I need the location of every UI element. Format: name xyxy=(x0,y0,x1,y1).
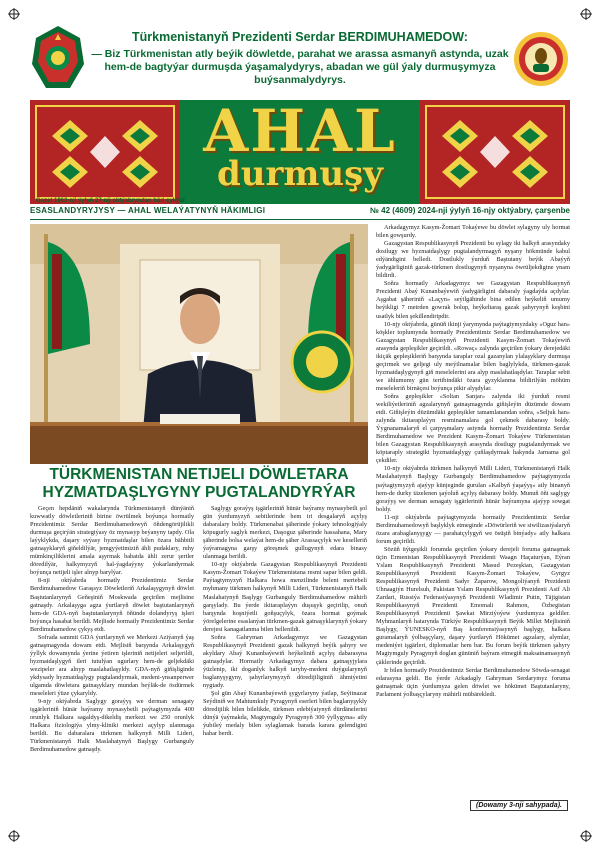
article-paragraph: Geçen hepdäniň wakalarynda Türkmenistanyň dünýäniň kuwwatly döwletleriniň birine öwrülmek boýunça hormatly Prezidentimiz Serdar Berdimuhamedowyň öňdengörüjilikli durmuşa geçirýän strategiýasy öz mynasyp beýanyny tapdy. Ola laýyklykda, daşary syýasy hyzmatdaşlar bilen özara bähbitli gatnaşyklaryň giňeldilýär, jemgyýetimiziň ähli pudaklary, ruhy mümkinçiliklerini amala aşyrmak babatda ähli zerur şertler döredilýär, halkymyzyň hal-ýagdaýyny ýokarlandyrmak boýunça netijeli işler alnyp barylýar. xyxy=(30,505,194,577)
article-paragraph: 10-njy oktýabrda, günüň ikinji ýarymynda paýtagtymyzdaky «Oguz han» köşkler toplumynda hormatly Prezidentimiz Serdar Berdimuhamedow we Gazagystan Respublikasynyň Prezidenti Kasym-Žomart Tokaýewiň arasynda gepleşikler geçirildi. «Rowaç» zalynda geçirilen ýokary derejedäki ikiçäk gepleşikleriň barşynda taraplar ozal gazanylan ylalaşyklary durmuşa geçirmek we geljegi uly meýilnamalar bilen baglylykda, türkmen-gazak hyzmatdaşlygynyň giň meselelerini ara alyp maslahatlaşdylar. Taraplar sebit we ählumumy gün tertibindäki özara gyzyklanma bildirilýän möhüm meseleleriň birnäçesi boýunça pikir alyşdylar. xyxy=(376,320,570,392)
article-paragraph: 9-njy oktýabrda Saglygy goraýyş we derman senagaty işgärleriniň hünär baýramy mynasybetli paýtagtymyzda 400 orunlyk Halkara sagaldyş-dikeldiş merkezi we 250 orunlyk Halkara fiziologiýa ylmy-kliniki merkezi açylyp ulanmaga berildi. Bu dabaralara türkmen halkynyň Milli Lideri, Türkmenistanyň Halk Maslahatynyň Başlygy Gurbanguly Berdimuhamedow gatnaşdy. xyxy=(30,698,194,754)
quote-text: — Biz Türkmenistan atly beýik döwletde, parahat we arassa asmanyň astynda, uzak hem-de bagtyýar durmuşda ýaşamalydyrys, abadan we gül ýaly durmuşymyza buýsanmalydyrys. xyxy=(91,48,509,86)
registration-mark-icon xyxy=(8,8,20,20)
registration-mark-icon xyxy=(580,8,592,20)
magtymguly-emblem-icon xyxy=(512,24,570,94)
masthead-subtitle: durmuşy xyxy=(217,154,383,194)
article-paragraph: Saglygy goraýyş işgärleriniň hünär baýramy mynasybetli şol gün ýurdumyzyň sebitlerinde hem iri desgalaryň açylyş dabaralary boldy. Türkmenabat şäherinde ýokary tehnologiýaly köpugurly saglyk merkezi, Daşoguz şäherinde hassahana, Mary şäherinde bolsa welaýat hem-de şäher Arassaçylyk we keselleriň ýaýramagyna garşy göreşmek gullugynyň edara binasy ulanmaga berildi. xyxy=(203,505,367,561)
presidential-quote-banner xyxy=(30,24,570,100)
article-paragraph: 10-njy oktýabrda türkmen halkynyň Milli Lideri, Türkmenistanyň Halk Maslahatynyň Başlygy Gurbanguly Berdimuhamedow paýtagtymyzda paýtagtymyzyň ajaýyp künjeginde gurulan «Kalbyň ýaşaýyş» atly binanyň hem-de durky täzelenen şaýoluň açylyş dabarasy boldy. Munuň öňi saglygy goraýyş we derman senagaty işgärleriniň hünär baýramyna ajaýyp sowgat boldy. xyxy=(376,465,570,513)
article-column-1 xyxy=(30,505,194,815)
carpet-ornament-icon xyxy=(420,100,570,204)
article-paragraph: Şol gün Abaý Kunanbaýewiň şygyrlaryny ýatlap, Seýitnazar Seýdiniň we Mahtumkuly Pyragynyň eserleri bilen baglanyşykly döredijilik bilen bilelikde, türkmen edebiýatynyň dürdänelerini dünýä ýaýmakda, Magtymguly Pyragynyň 300 ýyllygyna» atly ýubileý medaly bilen sylaglamak barada karara gelendigini habar berdi. xyxy=(203,690,367,738)
registration-mark-icon xyxy=(580,830,592,842)
article-paragraph: Ir bilen hormatly Prezidentimiz Serdar Berdimuhamedow Söwda-senagat edarasyna geldi. Bu ýerde Arkadagly Gahryman Serdarymyz foruma gatnaşmak üçin ýurdumyza gelen döwlet we hökümet Baştutanlaryny, Parlament ýolbaşçylaryny mähirli mübärekledi. xyxy=(376,666,570,698)
president-photo xyxy=(30,224,368,464)
carpet-ornament-icon xyxy=(30,100,180,204)
headline-line-2: HYZMATDAŞLYGYNY PUGTALANDYRÝAR xyxy=(42,484,356,501)
article-paragraph: Soňra gepleşikler «Soltan Sanjar» zalynda iki ýurduň resmi wekiliýetleriniň agzalarynyň gatnaşmagynda giňişleýin düzümde dowam etdi. Giňişleýin düzümdäki gepleşikler tamamlanandan soňra, «Seljuk han» zalynda ikitaraplaýyn resminamalara gol çekmek dabarasy boldy. Ýygnanamalaryň el çarpyşmalary astynda hormatly Prezidentimiz Serdar Berdimuhamedow we Prezident Kasym-Žomart Tokaýew Türkmenistan bilen Gazagystan Respublikasynyň arasynda dostlugy pugtalandyrmak we köptaraply strategiki hyzmatdaşlygy çuňlaşdyrmak hakynda Jarnama gol çekdiler. xyxy=(376,392,570,465)
divider xyxy=(30,219,570,220)
article-column-2 xyxy=(203,505,367,815)
article-paragraph: Soňra Gahryman Arkadagymyz we Gazagystan Respublikasynyň Prezidenti gazak halkynyň beýik şahyry we akyldary Abaý Kunanbaýewiň heýkeliniň açylyş dabarasyna gatnaşdylar. Hormatly Arkadagymyz dabara gatnaşyjylara ýüzlenip, iki doganlyk halkyň taryhy-medeni duýgularynyň baglanyşygyny, şahyrlarymyzyň döredijiliginiň ähmiýetini nygtady. xyxy=(203,633,367,690)
masthead-title: AHAL xyxy=(203,100,397,165)
registration-mark-icon xyxy=(8,830,20,842)
issue-date: № 42 (4609) 2024-nji ýylyň 16-njy oktýabry, çarşenbe xyxy=(370,206,570,215)
article-paragraph: 11-nji oktýabrda paýtagtymyzda hormatly Prezidentimiz Serdar Berdimuhamedowyň başlyklyk etmeginde «Döwürleriň we siwilizasiýalaryň özara arabaglanyşygy — parahatçylygyň we ösüşiň binýady» atly halkara forum geçirildi. xyxy=(376,513,570,545)
continued-note: (Dowamy 3-nji sahypada). xyxy=(470,800,568,811)
article-paragraph: Arkadagymyz Kasym-Žomart Tokaýewe bu döwlet sylagyny uly hormat bilen gowşurdy. xyxy=(376,224,570,240)
article-paragraph: Soňra hormatly Arkadagymyz we Gazagystan Respublikasynyň Prezidenti Abaý Kunanbaýewiň ýadygärligini dabaraly ýagdaýda açdylar. Aşgabat şäheriniň «Laçyn» seýilgähinde bina edilen heýkeliň umumy beýikligi 7 metrden gowrak bolup, heýkeltaraş gazak şahyrynyň keşbini usatlyk bilen şekillendiripdir. xyxy=(376,280,570,320)
quote-title: Türkmenistanyň Prezidenti Serdar BERDIMUHAMEDOW: xyxy=(132,30,468,44)
article-paragraph: Sözüň üýtgeşikli forumda geçirilen ýokary derejeli foruma gatnaşmak üçin Ermenistan Respublikasynyň Prezidenti Waagn Haçaturýan, Eýran Yslam Respublikasynyň Prezidenti Masud Pezeşkian, Gazagystan Respublikasynyň Prezidenti Kasym-Žomart Tokaýew, Gyrgyz Respublikasynyň Prezidenti Sadyr Žaparow, Mongoliýanyň Prezidenti Uhnaagiýn Hurelsuh, Pakistan Yslam Respublikasynyň Prezidenti Asif Ali Zardari, Russiýa Federasiýasynyň Prezidenti Wladimir Putin, Täjigistan Respublikasynyň Prezidenti Emomali Rahmon, Özbegistan Respublikasynyň Prezidenti Şawkat Mirziýoýew ýurdumyza geldiler. Myhmanlaryň hatarynda Türkiýe Respublikasynyň Beýik Millet Mejlisiniň Başlygy, ÝUNESKO-nyň Baş konferensiýasynyň başlygy, halkara guramalaryň ýolbaşçylary, daşary ýurtlaryň Hökümet agzalary, alymlar, medeniýet işgärleri, diplomatlar hem bar. Bu forum beýik türkmen şahyry Magtymguly Pyragynyň doglan gününiň baýram etmegiň maksatnamasynyň çäklerinde geçirildi. xyxy=(376,545,570,666)
national-emblem-icon xyxy=(30,24,86,94)
article-paragraph: Gazagystan Respublikasynyň Prezidenti bu sylagy iki halkyň arasyndaky dostlugy we hyzmatdaşlygy pugtalandyrmagyň nyşany hökmünde kabul edýändigini belledi. Dostlukly ýurduň Baştutany beýik Abaýyň ýadygärliginiň gazak-türkmen dostlugynyň nyşanyna öwrüljekdigine ynam bildirdi. xyxy=(376,240,570,280)
article-paragraph: 8-nji oktýabrda hormatly Prezidentimiz Serdar Berdimuhamedow Garaşsyz Döwletleriň Arkalaşygynyň döwlet Baştutanlarynyň Geňeşiniň Moskwada geçirilen mejlisine gatnaşdy. Arkalaşyga agza ýurtlaryň döwlet baştutanlarynyň hem-de GDA-nyň baştutanlarynyň öňünde dolandyryş işleri boýunça hasabat berildi. Mejlisde hormatly Prezidentimiz Serdar Berdimuhamedow çykyş etdi. xyxy=(30,577,194,633)
article-headline xyxy=(30,466,368,502)
founded-note: Gazet 1962-nji ýylyň 27-nji oktýabryndan bäri çykýar. xyxy=(36,198,187,204)
newspaper-masthead xyxy=(30,100,570,204)
issue-info-strip xyxy=(30,206,570,218)
article-column-3 xyxy=(376,224,570,812)
headline-line-1: TÜRKMENISTAN NETIJELI DÖWLETARA xyxy=(49,466,349,483)
founder-label: ESASLANDYRYJYSY — AHAL WELAÝATYNYŇ HÄKIMLIGI xyxy=(30,206,266,215)
article-paragraph: 10-njy oktýabrda Gazagystan Respublikasynyň Prezidenti Kasym-Žomart Tokaýew Türkmenistana resmi sapar bilen geldi. Paýtagtymyzyň Halkara howa menzilinde belent mertebeli myhmany türkmen halkynyň Milli Lideri, Türkmenistanyň Halk Maslahatynyň Başlygy Gurbanguly Berdimuhamedow mähirli garşylady. Bu ýerde ikitaraplaýyn duşuşyk geçirilip, onuň barşynda hoşniýetli goňşuçylyk, özara hormat goýmak ýörelgelerine esaslanýan türkmen-gazak gatnaşyklarynyň ýokary derejesi kanagatlanma bilen bellenildi. xyxy=(203,561,367,633)
article-paragraph: Sofrada sammit GDA ýurtlarynyň we Merkezi Aziýanyň ýaş gatnaşmagynda dowam etdi. Mejlisiň barşynda Arkalaşygyň ýyllyk dowamynda ýerine ýetiren işleriniň netijeleri seljerildi, hyzmatdaşlygyň ileri tutulýan ugurlary hem-de geljekdäki wezipeler ara alnyp maslahatlaşyldy. GDA-nyň giňişliginde ykdysady hyzmatdaşlygy pugtalandyrmak, medeni-ynsanperwer ulgamda döwletara gatnaşyklary mundan beýläk-de ösdürmek meseleleri ýüze çykaryldy. xyxy=(30,633,194,698)
